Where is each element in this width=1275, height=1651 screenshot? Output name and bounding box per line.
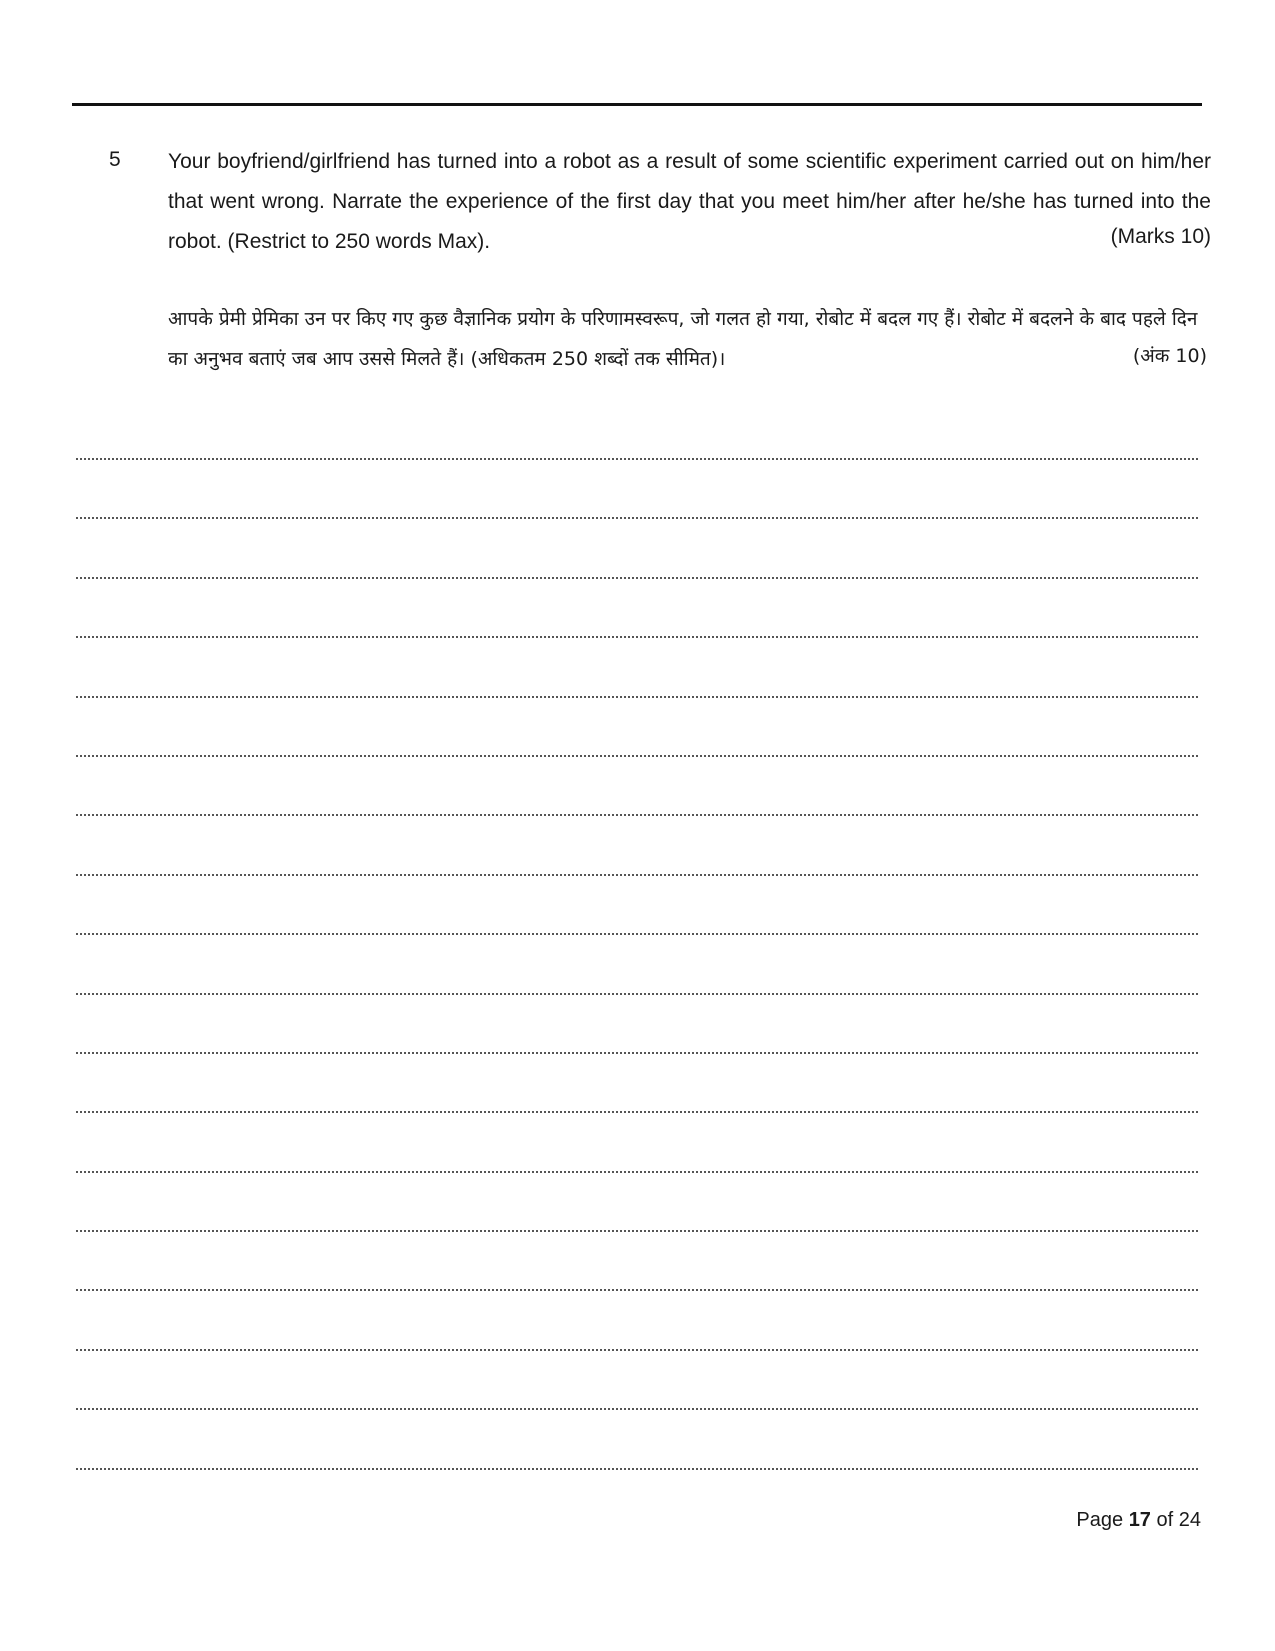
page-of: of	[1156, 1509, 1174, 1531]
page-prefix: Page	[1076, 1509, 1124, 1531]
answer-line[interactable]	[76, 1173, 1198, 1232]
answer-line[interactable]	[76, 757, 1198, 816]
marks-english: (Marks 10)	[1110, 225, 1211, 248]
page-total: 24	[1178, 1509, 1201, 1531]
answer-line[interactable]	[76, 935, 1198, 994]
answer-line[interactable]	[76, 698, 1198, 757]
page-number	[1076, 1506, 1201, 1534]
marks-hindi: (अंक 10)	[1132, 345, 1207, 367]
answer-line[interactable]	[76, 1054, 1198, 1113]
answer-line[interactable]	[76, 1232, 1198, 1291]
answer-line[interactable]	[76, 430, 1198, 460]
answer-line[interactable]	[76, 1113, 1198, 1172]
question-text-hindi: आपके प्रेमी प्रेमिका उन पर किए गए कुछ वैज्ञानिक प्रयोग के परिणामस्वरूप, जो गलत हो गया, रोबोट में बदल गए हैं। रोबोट में बदलने के बाद पहले दिन का अनुभव बताएं जब आप उससे मिलते हैं। (अधिकतम 250 शब्दों तक सीमित)।	[168, 308, 1198, 370]
answer-line[interactable]	[76, 816, 1198, 875]
answer-line[interactable]	[76, 579, 1198, 638]
question-number: 5	[109, 148, 121, 171]
answer-area[interactable]	[76, 430, 1198, 1470]
answer-line[interactable]	[76, 876, 1198, 935]
answer-line[interactable]	[76, 1410, 1198, 1469]
answer-line[interactable]	[76, 638, 1198, 697]
answer-line[interactable]	[76, 1291, 1198, 1350]
top-rule	[72, 103, 1202, 106]
answer-line[interactable]	[76, 519, 1198, 578]
answer-line[interactable]	[76, 995, 1198, 1054]
question-text-english: Your boyfriend/girlfriend has turned into a robot as a result of some scientific experiment carried out on him/her that went wrong. Narrate the experience of the first day that you meet him/her after he/she has turned into the robot. (Restrict to 250 words Max).	[168, 150, 1211, 253]
answer-line[interactable]	[76, 1351, 1198, 1410]
page-current: 17	[1128, 1509, 1151, 1531]
answer-line[interactable]	[76, 460, 1198, 519]
